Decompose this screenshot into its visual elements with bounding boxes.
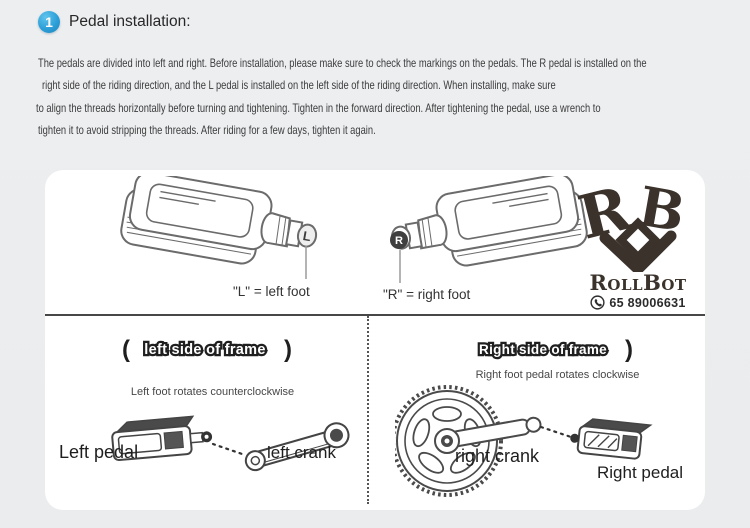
right-axle-marking: R [395, 235, 403, 247]
left-frame-label [100, 334, 310, 362]
left-pedal-label: Left pedal [59, 442, 139, 462]
right-crank-label: right crank [455, 446, 540, 466]
instruction-line: The pedals are divided into left and right. Before installation, please make sure to check the markings on the pedals. The R pedal is installed on the [38, 56, 647, 70]
monogram-b: B [633, 173, 690, 245]
bracket-open: ( [122, 336, 130, 362]
horizontal-divider [45, 314, 705, 316]
diagram-card [45, 170, 705, 510]
step-number: 1 [45, 14, 53, 30]
vertical-dotted-divider [367, 316, 369, 504]
rollbot-shield-logo-icon [573, 172, 703, 272]
monogram-r: R [573, 173, 638, 254]
right-pedal-illustration [373, 176, 595, 284]
brand-block [573, 172, 703, 310]
page-title: Pedal installation: [69, 13, 191, 30]
phone-number: 65 89006631 [609, 295, 686, 310]
left-crank-label: left crank [267, 443, 336, 462]
brand-wordmark: RollBot [589, 270, 687, 295]
left-rotation-note: Left foot rotates counterclockwise [130, 386, 295, 398]
instruction-line: to align the threads horizontally before turning and tightening. Tighten in the forward direction. After tightening the pedal, use a wrench to [36, 100, 601, 115]
left-pedal-illustration [113, 176, 335, 280]
instructions-paragraph [36, 52, 750, 141]
right-frame-label-text: Right side of frame [479, 342, 607, 357]
right-pedal-label: Right pedal [597, 463, 684, 482]
right-pedal-caption: "R" = right foot [383, 287, 471, 302]
step-number-badge [38, 11, 60, 33]
bracket-close: ) [625, 336, 633, 362]
right-crank-pedal-illustration [395, 375, 663, 507]
contact-row [573, 295, 703, 310]
left-axle-marking: L [301, 228, 313, 245]
instruction-line: right side of the riding direction, and the L pedal is installed on the left side of the riding direction. When installing, make sure [42, 78, 556, 93]
right-rotation-note: Right foot pedal rotates clockwise [475, 369, 640, 381]
section-header [38, 11, 191, 33]
dotted-connector [213, 444, 245, 455]
bracket-close: ) [284, 336, 292, 362]
right-frame-label [443, 334, 653, 362]
instruction-line: tighten it to avoid stripping the threads. After riding for a few days, tighten it again. [38, 122, 376, 137]
left-frame-label-text: left side of frame [144, 342, 266, 358]
left-pedal-caption: "L" = left foot [233, 284, 310, 299]
whatsapp-icon [590, 295, 605, 310]
